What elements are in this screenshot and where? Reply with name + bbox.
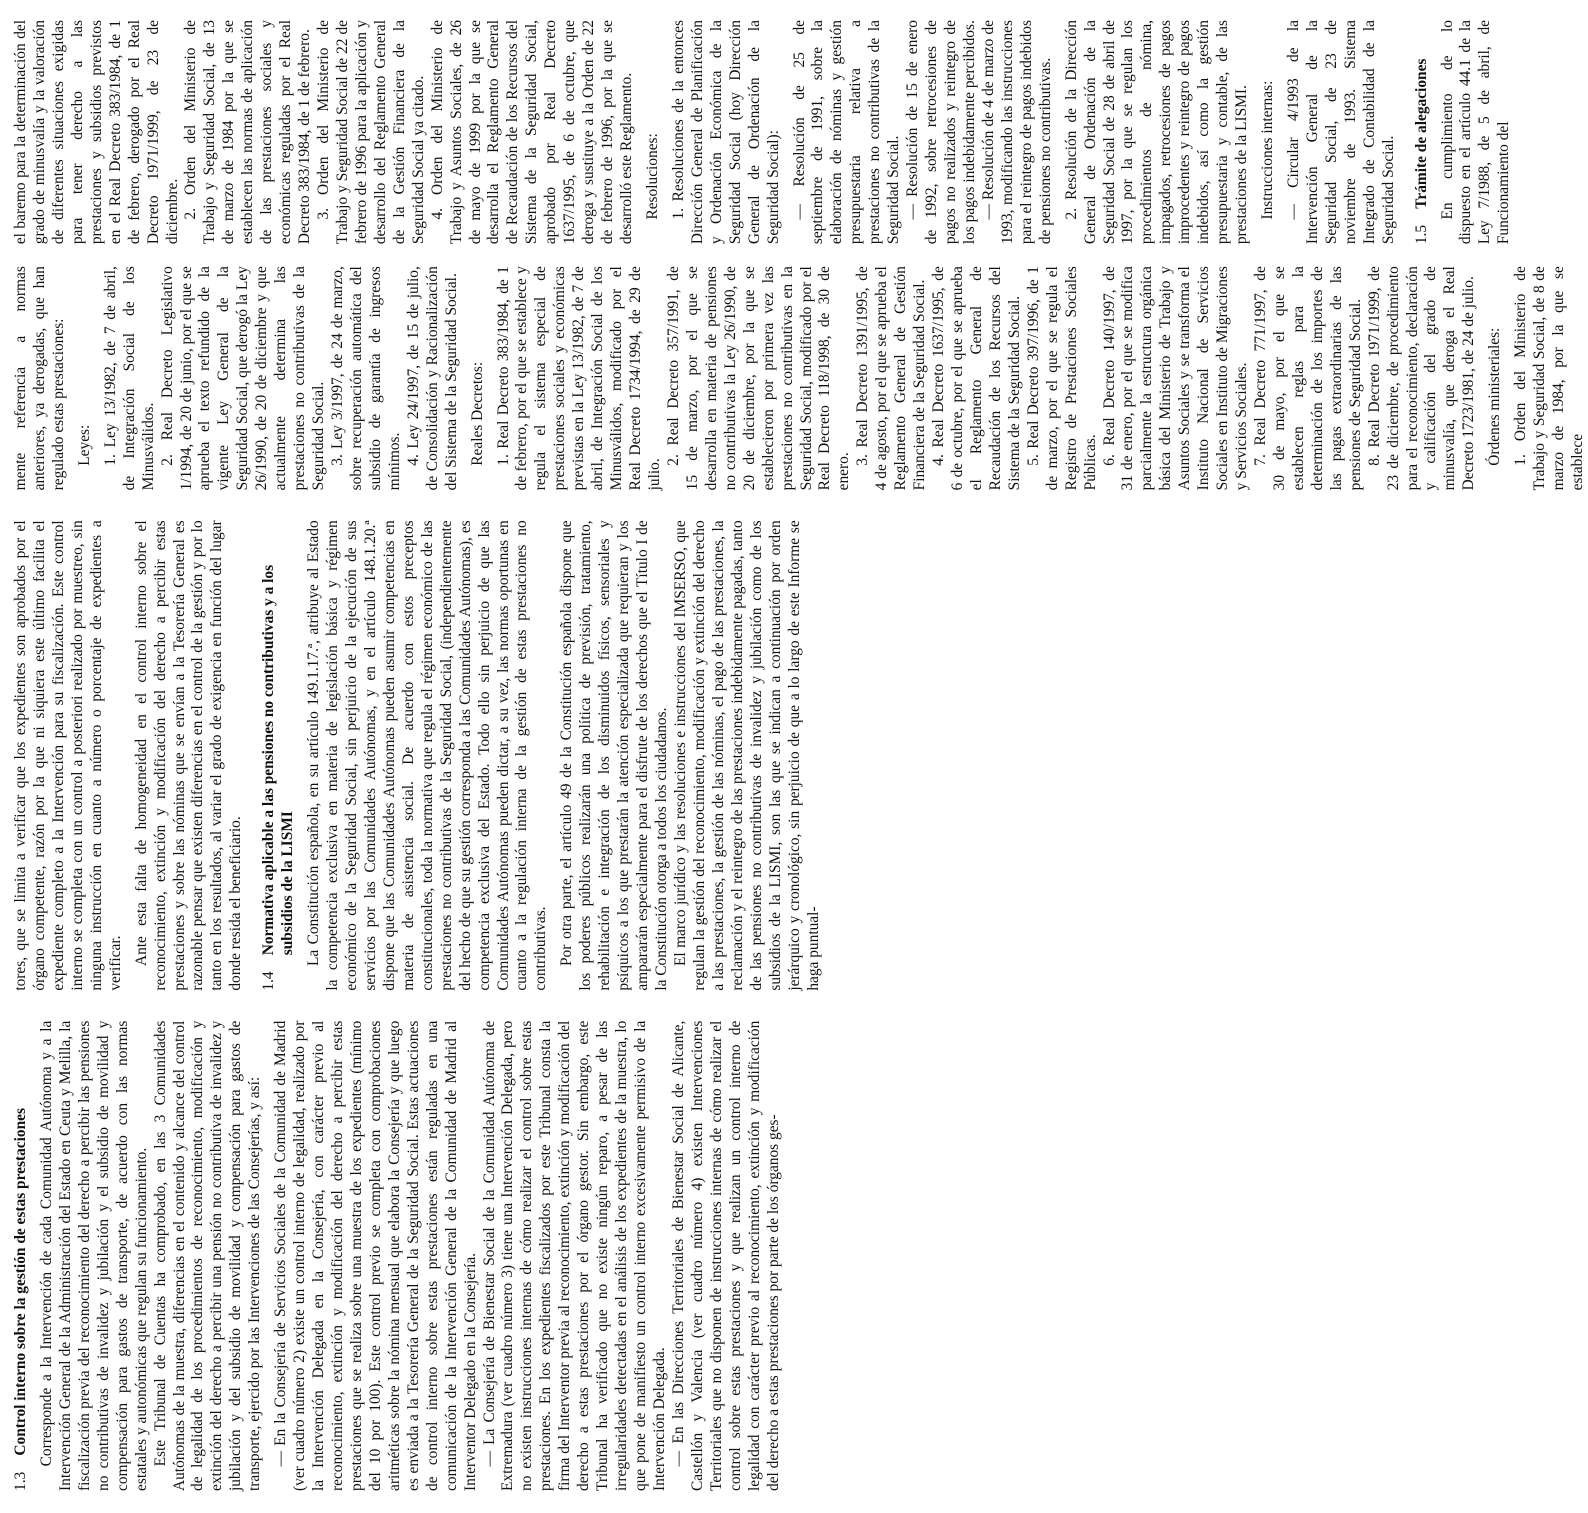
section-title: Normativa aplicable a las pensiones no contributivas y a los subsidios de la LISMI <box>260 564 297 956</box>
list-item: 3. Orden del Ministerio de Trabajo y Seguridad Social de 22 de febrero de 1996 para la aplicación y desarrollo del Reglamento General de la Gestión Financiera de la Seguridad Social ya citado. <box>315 20 427 245</box>
list-item: — Resolución de 4 de marzo de 1993, modificando las instrucciones para el reintegro de pagos indebidos de pensiones no contributivas. <box>979 20 1054 245</box>
list-item: 4. Ley 24/1997, de 15 de julio, de Consolidación y Racionalización del Sistema de la Seguridad Social. <box>404 266 460 491</box>
text-column-2 <box>12 520 1588 990</box>
list-heading: Órdenes ministeriales: <box>1486 327 1504 466</box>
list-item: 5. Real Decreto 397/1996, de 1 de marzo, por el que se regula el Registro de Prestaciones Sociales Públicas. <box>1024 266 1099 491</box>
list-item: 1. Resoluciones de la entonces Dirección General de Planificación y Ordenación Económica de la Seguridad Social (hoy Dirección General de Ordenación de la Seguridad Social): <box>669 20 782 245</box>
list-item: 3. Ley 3/1997, de 24 de marzo, sobre recuperación automática del subsidio de garantía de ingresos mínimos. <box>329 266 403 491</box>
section-title: Control interno sobre la gestión de estas prestaciones <box>12 1108 29 1456</box>
list-item: 4. Real Decreto 1637/1995, de 6 de octubre, por el que se aprueba el Reglamento General de Recaudación de los Recursos del Sistema de la Seguridad Social. <box>930 266 1023 491</box>
list-item: 1. Ley 13/1982, de 7 de abril, de Integración Social de los Minusválidos. <box>101 266 157 491</box>
paragraph: La Constitución española, en su artículo 149.1.17.ª, atribuye al Estado la competencia exclusiva en materia de legislación básica y régimen económico de la Seguridad Social, sin perjuicio de la ejecución de sus servicios por las Comunidades Autónomas, y en el artículo 148.1.20.ª dispone que las Comunidades Autónomas pueden asumir competencias en materia de asistencia social. De acuerdo con estos preceptos constitucionales, toda la normativa que regula el régimen económico de las prestaciones no contributivas de la Seguridad Social, (independientemente del hecho de que su gestión corresponda a las Comunidades Autónomas), es competencia exclusiva del Estado. Todo ello sin perjuicio de que las Comunidades Autónomas pueden dictar, a su vez, las normas oportunas en cuanto a la regulación interna de la gestión de estas prestaciones no contributivas. <box>305 520 550 991</box>
section-number: 1.5 <box>1412 224 1430 245</box>
paragraph: tores, que se limita a verificar que los expedientes son aprobados por el órgano competente, razón por la que ni siquiera este último facilita el expediente completo a la Intervención para su fiscalización. Este control interno se completa con un control a posteriori realizado por muestreo, sin ninguna instrucción en cuanto a número o porcentaje de expedientes a verificar. <box>12 520 124 991</box>
text-column-1 <box>12 1021 1588 1491</box>
subcolumn-b <box>12 20 1588 244</box>
list-heading: Resoluciones: <box>643 133 661 220</box>
list-item: 3. Real Decreto 1391/1995, de 4 de agosto, por el que se aprueba el Reglamento General de Gestión Financiera de la Seguridad Social. <box>854 266 929 491</box>
list-heading: Reales Decretos: <box>468 361 486 466</box>
list-item: — Circular 4/1993 de la Intervención General de la Seguridad Social, de 23 de noviembre de 1993. Sistema Integrado de Contabilidad de la Seguridad Social. <box>1284 20 1397 245</box>
list-item: 6. Real Decreto 140/1997, de 31 de enero, por el que se modifica parcialmente la estructura orgánica básica del Ministerio de Trabajo y Asuntos Sociales y se transforma el Instituto Nacional de Servicios Sociales en Instituto de Migraciones y Servicios Sociales. <box>1100 266 1251 491</box>
paragraph: Por otra parte, el artículo 49 de la Constitución española dispone que los poderes públicos realizarán una política de previsión, tratamiento, rehabilitación e integración de los disminuidos físicos, sensoriales y psíquicos a los que prestarán la atención especializada que requieran y los ampararán especialmente para el disfrute de los derechos que el Título I de la Constitución otorga a todos los ciudadanos. <box>558 520 670 991</box>
section-heading-1-5 <box>1413 20 1432 244</box>
subcolumn-a <box>12 266 1588 490</box>
paragraph: Ante esta falta de homogeneidad en el control interno sobre el reconocimiento, extinción y modificación del derecho a percibir estas prestaciones y sobre las nóminas que se envían a la Tesorería General es razonable pensar que existen diferencias en el control de la gestión y por lo tanto en los resultados, al variar el grado de exigencia en función del lugar donde resida el beneficiario. <box>132 520 245 991</box>
list-item: 2. Real Decreto 357/1991, de 15 de marzo, por el que se desarrolla en materia de pensiones no contributivas la Ley 26/1990, de 20 de diciembre, por la que se establecieron por primera vez las prestaciones no contributivas en la Seguridad Social, modificado por el Real Decreto 118/1998, de 30 de enero. <box>664 266 853 491</box>
list-item: 1. Real Decreto 383/1984, de 1 de febrero, por el que se establece y regula el sistema especial de prestaciones sociales y económicas previstas en la Ley 13/1982, de 7 de abril, de Integración Social de los Minusválidos, modificado por el Real Decreto 1734/1994, de 29 de julio. <box>494 266 663 491</box>
paragraph: — La Consejería de Bienestar Social de la Comunidad Autónoma de Extremadura (ver cuadro número 3) tiene una Intervención Delegada, pero no existen instrucciones internas de cómo realizar el control sobre estas prestaciones. En los expedientes fiscalizados por este Tribunal consta la firma del Interventor previa al reconocimiento, extinción y modificación del derecho a estas prestaciones por el órgano gestor. Sin embargo, este Tribunal ha verificado que no existe ningún reparo, a pesar de las irregularidades detectadas en el análisis de los expedientes de la muestra, lo que pone de manifiesto un control interno excesivamente permisivo de la Intervención Delegada. <box>480 1020 668 1491</box>
list-heading: Leyes: <box>75 424 93 466</box>
paragraph: mente referencia a normas anteriores, ya derogadas, que han regulado estas prestaciones: <box>12 266 67 491</box>
section-title: Trámite de alegaciones <box>1412 58 1430 209</box>
list-item: 2. Orden del Ministerio de Trabajo y Seguridad Social, de 13 de marzo de 1984 por la que se establecen las normas de aplicación de las prestaciones sociales y económicas reguladas por el Real Decreto 383/1984, de 1 de febrero. <box>182 20 314 245</box>
list-item: 7. Real Decreto 771/1997, de 30 de mayo, por el que se establecen reglas para la determinación de los importes de las pagas extraordinarias de las pensiones de Seguridad Social. <box>1252 266 1364 491</box>
section-heading-1-3 <box>12 1021 31 1491</box>
list-item: 2. Real Decreto Legislativo 1/1994, de 20 de junio, por el que se aprueba el texto refundido de la vigente Ley General de la Seguridad Social, que derogó la Ley 26/1990, de 20 de diciembre y que actualmente determina las prestaciones no contributivas de la Seguridad Social. <box>158 266 328 491</box>
section-number: 1.3 <box>12 1471 29 1491</box>
section-heading-1-4 <box>260 520 298 990</box>
text-column-3 <box>12 20 1588 490</box>
paragraph: Corresponde a la Intervención de cada Comunidad Autónoma y a la Intervención General de la Administración del Estado en Ceuta y Melilla, la fiscalización previa del reconocimiento del derecho a percibir las pensiones no contributivas de invalidez y jubilación y el subsidio de movilidad y compensación para gastos de transporte, de acuerdo con las normas estatales y autonómicas que regulan su funcionamiento. <box>37 1020 150 1491</box>
list-item: 4. Orden del Ministerio de Trabajo y Asuntos Sociales, de 26 de mayo de 1999 por la que se desarrolla el Reglamento General de Recaudación de los Recursos del Sistema de la Seguridad Social, aprobado por Real Decreto 1637/1995, de 6 de octubre, que deroga y sustituye a la Orden de 22 de febrero de 1996, por la que se desarrolló este Reglamento. <box>428 20 635 245</box>
list-item: — Resolución de 15 de enero de 1992, sobre retrocesiones de pagos no realizados y reintegro de los pagos indebidamente percibidos. <box>904 20 978 245</box>
list-item: 8. Real Decreto 1971/1999, de 23 de diciembre, de procedimiento para el reconocimiento, declaración y calificación del grado de minusvalía, que deroga el Real Decreto 1723/1981, de 24 de julio. <box>1365 266 1478 491</box>
paragraph: — En las Direcciones Territoriales de Bienestar Social de Alicante, Castellón y Valencia (ver cuadro número 4) existen Intervenciones Territoriales que no disponen de instrucciones internas de cómo realizar el control sobre estas prestaciones y que realizan un control interno de legalidad con carácter previo al reconocimiento, extinción y modificación del derecho a estas prestaciones por parte de los órganos ges- <box>669 1020 782 1491</box>
section-number: 1.4 <box>260 971 278 991</box>
list-heading: Instrucciones internas: <box>1259 80 1276 220</box>
paragraph: — En la Consejería de Servicios Sociales de la Comunidad de Madrid (ver cuadro número 2) existe un control interno de legalidad, realizado por la Intervención Delegada en la Consejería, con carácter previo al reconocimiento, extinción y modificación del derecho a percibir estas prestaciones que se realiza sobre una muestra de los expedientes (mínimo del 10 por 100). Este control previo se completa con comprobaciones aritméticas sobre la nómina mensual que elabora la Consejería y que luego es enviada a la Tesorería General de la Seguridad Social. Estas actuaciones de control interno sobre estas prestaciones están reguladas en una comunicación de la Intervención General de la Comunidad de Madrid al Interventor Delegado en la Consejería. <box>272 1020 479 1491</box>
list-item: — Resolución de 25 de septiembre de 1991, sobre la elaboración de nóminas y gestión presupuestaria relativa a prestaciones no contributivas de la Seguridad Social. <box>790 20 903 245</box>
list-item: 1. Orden del Ministerio de Trabajo y Seguridad Social, de 8 de marzo de 1984, por la que se establece <box>1512 266 1586 491</box>
paragraph: El marco jurídico y las resoluciones e instrucciones del IMSERSO, que regulan la gestión del reconocimiento, modificación y extinción del derecho a las prestaciones, la gestión de las nóminas, el pago de las prestaciones, la reclamación y el reintegro de las prestaciones indebidamente pagadas, tanto de las pensiones no contributivas de invalidez y jubilación como de los subsidios de la LISMI, son las que se indican a continuación por orden jerárquico y cronológico, sin perjuicio de que a lo largo de este Informe se haga puntual- <box>671 520 822 991</box>
list-item: 2. Resolución de la Dirección General de Ordenación de la Seguridad Social de 28 de abril de 1997, por la que se regulan los procedimientos de nómina, impagados, retrocesiones de pagos improcedentes y reintegro de pagos indebidos, así como la gestión presupuestaria y contable, de las prestaciones de la LISMI. <box>1062 20 1251 245</box>
paragraph: En cumplimiento de lo dispuesto en el artículo 44.1 de la Ley 7/1988, de 5 de abril, de Funcionamiento del <box>1438 20 1513 245</box>
paragraph: el baremo para la determinación del grado de minusvalía y la valoración de diferentes situaciones exigidas para tener derecho a las prestaciones y subsidios previstos en el Real Decreto 383/1984, de 1 de febrero, derogado por el Real Decreto 1971/1999, de 23 de diciembre. <box>12 20 181 245</box>
paragraph: Este Tribunal de Cuentas ha comprobado, en las 3 Comunidades Autónomas de la muestra, diferencias en el contenido y alcance del control de legalidad de los procedimientos de reconocimiento, modificación y extinción del derecho a percibir una pensión no contributiva de invalidez y jubilación y del subsidio de movilidad y compensación para gastos de transporte, ejercido por las Intervenciones de las Consejerías, y así: <box>151 1020 264 1491</box>
